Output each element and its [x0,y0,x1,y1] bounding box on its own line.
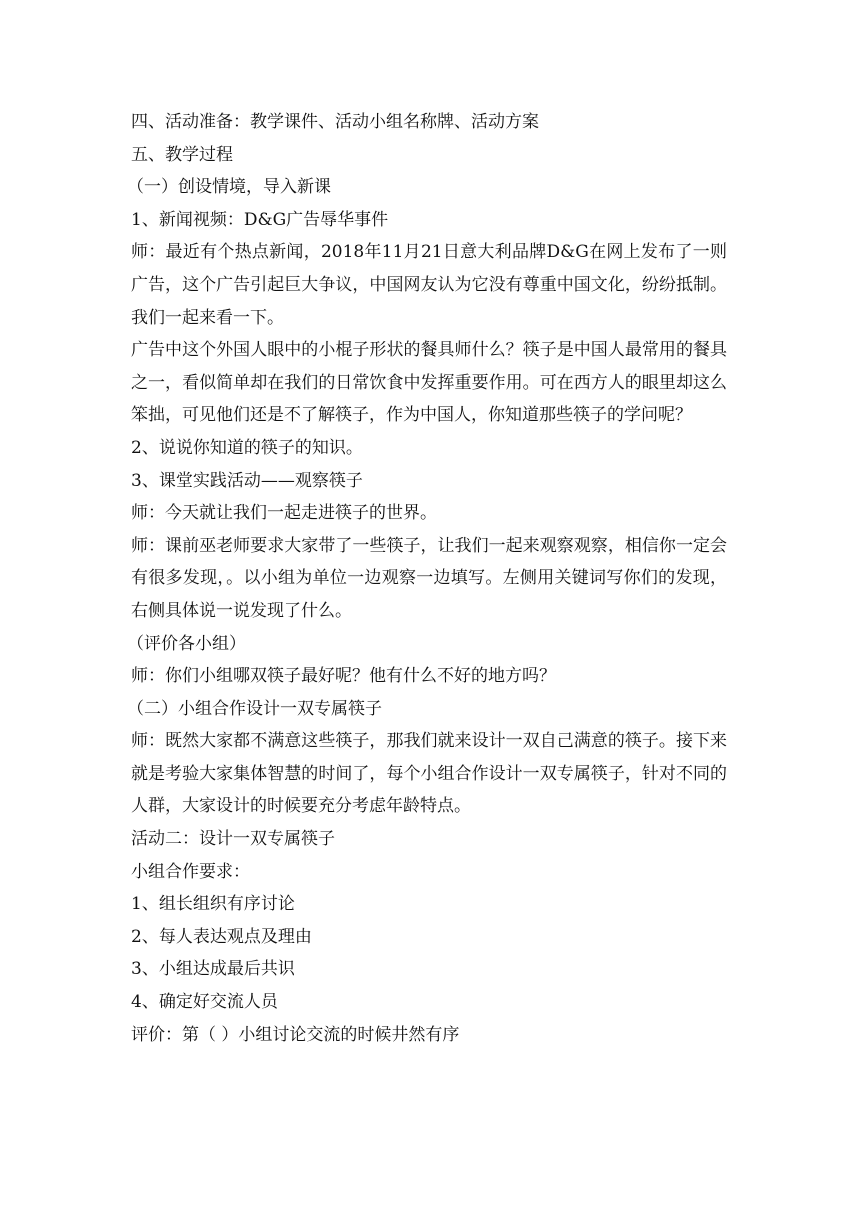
teacher-intro-line: 师：今天就让我们一起走进筷子的世界。 [131,503,437,524]
activity-two-heading: 活动二：设计一双专属筷子 [131,829,335,850]
requirement-item-3: 3、小组达成最后共识 [131,959,295,980]
requirement-item-2: 2、每人表达观点及理由 [131,926,312,947]
requirement-item-4: 4、确定好交流人员 [131,992,278,1013]
teaching-process-heading: 五、教学过程 [131,144,233,165]
knowledge-item: 2、说说你知道的筷子的知识。 [131,437,363,458]
news-video-item: 1、新闻视频：D&G广告辱华事件 [131,209,389,230]
requirement-item-1: 1、组长组织有序讨论 [131,894,295,915]
group-evaluation-note: （评价各小组） [127,633,246,654]
section-two-heading: （二）小组合作设计一双专属筷子 [127,698,382,719]
chopsticks-question-paragraph: 广告中这个外国人眼中的小棍子形状的餐具师什么？筷子是中国人最常用的餐具之一，看似简单却在我们的日常饮食中发挥重要作用。可在西方人的眼里却这么笨拙，可见他们还是不了解筷子，作为中国人，你知道那些筷子的学问呢？ [131,340,727,426]
practice-activity-item: 3、课堂实践活动——观察筷子 [131,470,363,491]
group-requirements-heading: 小组合作要求： [131,861,250,882]
evaluation-line: 评价：第（ ）小组讨论交流的时候井然有序 [131,1024,460,1045]
teacher-question-line: 师：你们小组哪双筷子最好呢？他有什么不好的地方吗？ [131,666,556,687]
teacher-news-paragraph: 师：最近有个热点新闻，2018年11月21日意大利品牌D&G在网上发布了一则广告，这个广告引起巨大争议，中国网友认为它没有尊重中国文化，纷纷抵制。我们一起来看一下。 [131,242,727,328]
teacher-design-paragraph: 师：既然大家都不满意这些筷子，那我们就来设计一双自己满意的筷子。接下来就是考验大家集体智慧的时间了，每个小组合作设计一双专属筷子，针对不同的人群，大家设计的时候要充分考虑年龄特点。 [131,731,727,817]
teacher-observation-paragraph: 师：课前巫老师要求大家带了一些筷子，让我们一起来观察观察，相信你一定会有很多发现，。以小组为单位一边观察一边填写。左侧用关键词写你们的发现，右侧具体说一说发现了什么。 [131,535,727,621]
document-body [127,106,727,1051]
activity-preparation-line: 四、活动准备：教学课件、活动小组名称牌、活动方案 [131,112,539,132]
section-one-heading: （一）创设情境，导入新课 [127,177,331,198]
